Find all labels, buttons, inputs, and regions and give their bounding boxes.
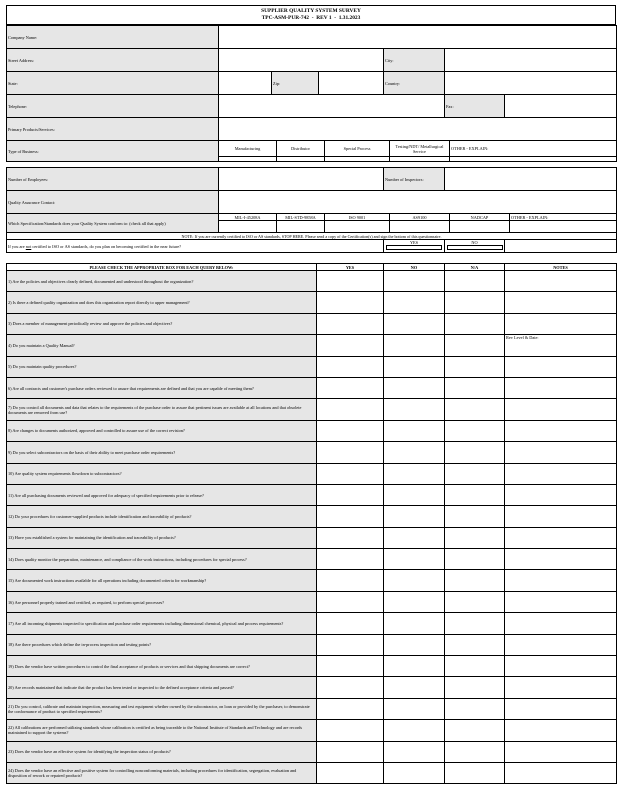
query-yes-cell[interactable] (317, 720, 384, 741)
query-yes-cell[interactable] (317, 741, 384, 762)
query-na-cell[interactable] (445, 591, 505, 612)
street-address-label: Street Address: (7, 49, 219, 72)
street-address-field[interactable] (219, 49, 384, 72)
query-row (7, 463, 617, 484)
query-notes-cell[interactable] (505, 762, 617, 783)
spec-option-iso: ISO 9001 (325, 214, 390, 221)
query-no-cell[interactable] (384, 634, 445, 655)
query-na-cell[interactable] (445, 570, 505, 591)
spec-checkbox[interactable] (325, 221, 390, 233)
query-notes-cell[interactable] (505, 271, 617, 292)
business-option-testing: Testing/NDT/ Metallurgical Service (390, 141, 450, 157)
certification-note-table (6, 232, 617, 253)
company-name-field[interactable] (219, 26, 617, 49)
query-row (7, 271, 617, 292)
query-notes-cell[interactable] (505, 313, 617, 334)
future-cert-yes[interactable] (384, 240, 445, 253)
future-cert-yes-checkbox[interactable] (386, 245, 442, 250)
spec-option-as9100: AS9100 (390, 214, 450, 221)
query-text: 6) Are all contracts and customer's purchase orders reviewed to assure that requirements are defined and that you are capable of meeting them? (7, 377, 317, 398)
qa-contact-field[interactable] (219, 191, 617, 214)
form-separator: - (334, 15, 337, 21)
query-notes-cell[interactable] (505, 720, 617, 741)
query-na-cell[interactable] (445, 377, 505, 398)
query-no-cell[interactable] (384, 656, 445, 677)
query-yes-cell[interactable] (317, 356, 384, 377)
query-notes-cell[interactable] (505, 677, 617, 698)
certification-note: NOTE: If you are currently certified to ISO or AS standards, STOP HERE. Please send a copy of the Certification(s) and sign the bottom of this questionnaire. (7, 233, 617, 240)
query-row (7, 442, 617, 463)
form-separator: - (311, 15, 314, 21)
query-na-cell[interactable] (445, 271, 505, 292)
query-text: 3) Does a member of management periodically review and approve the policies and objectives? (7, 313, 317, 334)
products-label: Primary Products/Services: (7, 118, 219, 141)
query-row (7, 292, 617, 313)
business-option-distributor: Distributor (277, 141, 325, 157)
query-row (7, 656, 617, 677)
query-row (7, 720, 617, 741)
query-row (7, 420, 617, 441)
query-text: 4) Do you maintain a Quality Manual? (7, 335, 317, 356)
employees-field[interactable] (219, 168, 384, 191)
spec-table (6, 213, 617, 233)
query-notes-cell[interactable] (505, 484, 617, 505)
query-yes-cell[interactable] (317, 613, 384, 634)
query-row (7, 741, 617, 762)
query-no-cell[interactable] (384, 399, 445, 420)
query-row (7, 634, 617, 655)
business-checkbox[interactable] (277, 157, 325, 162)
query-text: 19) Does the vendor have written procedures to control the final acceptance of products or services and that shipping documents are correct? (7, 656, 317, 677)
query-no-cell[interactable] (384, 741, 445, 762)
query-no-cell[interactable] (384, 442, 445, 463)
form-date: 1.31.2023 (338, 15, 361, 21)
spec-checkbox[interactable] (450, 221, 510, 233)
business-option-other: OTHER - EXPLAIN: (450, 141, 617, 157)
col-yes-header: YES (317, 264, 384, 271)
query-text: 12) Do your procedures for customer-supplied products include identification and traceability of products? (7, 506, 317, 527)
query-notes-cell[interactable] (505, 292, 617, 313)
query-na-cell[interactable] (445, 442, 505, 463)
query-yes-cell[interactable] (317, 506, 384, 527)
spec-option-other: OTHER - EXPLAIN: (510, 214, 617, 221)
query-na-cell[interactable] (445, 720, 505, 741)
col-no-header: NO (384, 264, 445, 271)
query-na-cell[interactable] (445, 292, 505, 313)
query-no-cell[interactable] (384, 677, 445, 698)
query-no-cell[interactable] (384, 506, 445, 527)
query-notes-cell[interactable] (505, 420, 617, 441)
qa-contact-label: Quality Assurance Contact: (7, 191, 219, 214)
query-row (7, 313, 617, 334)
query-no-cell[interactable] (384, 356, 445, 377)
query-text: 11) Are all purchasing documents reviewed and approved for adequacy of specified requirements prior to release? (7, 484, 317, 505)
query-row (7, 549, 617, 570)
query-text: 1) Are the policies and objectives clearly defined, documented and understood throughout the organization? (7, 271, 317, 292)
form-header (6, 5, 616, 25)
query-yes-cell[interactable] (317, 271, 384, 292)
query-notes-cell[interactable] (505, 613, 617, 634)
future-cert-question (7, 240, 384, 253)
query-row (7, 677, 617, 698)
query-na-cell[interactable] (445, 420, 505, 441)
query-yes-cell[interactable] (317, 591, 384, 612)
spec-checkbox[interactable] (510, 221, 617, 233)
inspectors-label: Number of Inspectors: (384, 168, 445, 191)
query-no-cell[interactable] (384, 762, 445, 783)
future-cert-no[interactable] (445, 240, 505, 253)
query-no-cell[interactable] (384, 292, 445, 313)
query-na-cell[interactable] (445, 549, 505, 570)
query-row (7, 506, 617, 527)
form-revision: REV 1 (316, 15, 332, 21)
instructions-heading: PLEASE CHECK THE APPROPRIATE BOX FOR EACH QUERY BELOW: (7, 264, 317, 271)
zip-label: Zip: (272, 72, 319, 95)
query-row (7, 613, 617, 634)
query-text: 8) Are changes to documents authorized, approved and controlled to assure use of the correct revision? (7, 420, 317, 441)
query-row (7, 527, 617, 548)
query-notes-cell[interactable] (505, 570, 617, 591)
future-cert-no-label: NO (471, 240, 478, 245)
query-text: 7) Do you control all documents and data that relates to the requirements of the purchase order to assure that pertinent issues are available at all locations and that obsolete documents are removed from use? (7, 399, 317, 420)
query-text: 24) Does the vendor have an effective and positive system for controlling nonconforming materials, including procedures for identification, segregation, evaluation and disposition of rework or repaired products? (7, 762, 317, 783)
query-na-cell[interactable] (445, 613, 505, 634)
query-yes-cell[interactable] (317, 698, 384, 719)
query-yes-cell[interactable] (317, 335, 384, 356)
query-text: 5) Do you maintain quality procedures? (7, 356, 317, 377)
query-text: 22) All calibrations are performed utilizing standards whose calibration is certified as being traceable to the National Institute of Standards and Technology and are records maintained to support the systems? (7, 720, 317, 741)
telephone-label: Telephone: (7, 95, 219, 118)
query-na-cell[interactable] (445, 762, 505, 783)
business-option-special-process: Special Process (325, 141, 390, 157)
future-cert-yes-label: YES (409, 240, 419, 245)
query-no-cell[interactable] (384, 463, 445, 484)
query-no-cell[interactable] (384, 484, 445, 505)
city-field[interactable] (445, 49, 617, 72)
spec-label: Which Specification/Standards does your Quality System conform to: (check all that apply) (7, 214, 219, 233)
products-field[interactable] (219, 118, 617, 141)
spec-checkbox[interactable] (219, 221, 277, 233)
future-cert-no-checkbox[interactable] (447, 245, 503, 250)
query-yes-cell[interactable] (317, 463, 384, 484)
query-text: 10) Are quality system requirements flowdown to subcontractors? (7, 463, 317, 484)
query-no-cell[interactable] (384, 271, 445, 292)
query-no-cell[interactable] (384, 377, 445, 398)
query-na-cell[interactable] (445, 698, 505, 719)
query-yes-cell[interactable] (317, 420, 384, 441)
company-info-table (6, 25, 617, 141)
query-no-cell[interactable] (384, 720, 445, 741)
query-na-cell[interactable] (445, 634, 505, 655)
query-notes-cell[interactable] (505, 442, 617, 463)
query-text: 23) Does the vendor have an effective system for identifying the inspection status of products? (7, 741, 317, 762)
fax-label: Fax: (445, 95, 505, 118)
query-yes-cell[interactable] (317, 677, 384, 698)
business-checkbox[interactable] (325, 157, 390, 162)
query-notes-cell[interactable] (505, 591, 617, 612)
query-text: 21) Do you control, calibrate and maintain inspection, measuring and test equipment whether owned by the subcontractor, on loan or provided by the purchaser, to demonstrate the conformance of product to specified requirements? (7, 698, 317, 719)
query-text: 13) Have you established a system for maintaining the identification and traceability of products? (7, 527, 317, 548)
future-cert-blank (505, 240, 617, 253)
query-na-cell[interactable] (445, 313, 505, 334)
query-row (7, 591, 617, 612)
zip-field[interactable] (319, 72, 384, 95)
query-no-cell[interactable] (384, 613, 445, 634)
spec-option-mil-i: MIL-I-45208A (219, 214, 277, 221)
form-doc-id: TPC-ASM-PUR-742 (261, 15, 309, 21)
query-text: 14) Does quality monitor the preparation, maintenance, and compliance of the work instructions, including procedures for special process? (7, 549, 317, 570)
state-field[interactable] (219, 72, 272, 95)
query-notes-cell[interactable] (505, 527, 617, 548)
query-yes-cell[interactable] (317, 313, 384, 334)
query-no-cell[interactable] (384, 335, 445, 356)
query-text: 9) Do you select subcontractors on the basis of their ability to meet purchase order requirements? (7, 442, 317, 463)
query-text: 15) Are documented work instructions available for all operations including documented criteria for workmanship? (7, 570, 317, 591)
query-na-cell[interactable] (445, 356, 505, 377)
query-row (7, 399, 617, 420)
spec-checkbox[interactable] (277, 221, 325, 233)
query-yes-cell[interactable] (317, 292, 384, 313)
query-yes-cell[interactable] (317, 570, 384, 591)
query-yes-cell[interactable] (317, 377, 384, 398)
spec-checkbox[interactable] (390, 221, 450, 233)
query-row (7, 570, 617, 591)
query-text: 20) Are records maintained that indicate that the product has been tested or inspected to the defined acceptance criteria and passed? (7, 677, 317, 698)
query-notes-cell[interactable] (505, 506, 617, 527)
query-no-cell[interactable] (384, 698, 445, 719)
country-field[interactable] (445, 72, 617, 95)
query-row (7, 484, 617, 505)
query-notes-cell[interactable] (505, 656, 617, 677)
state-label: State: (7, 72, 219, 95)
query-na-cell[interactable] (445, 677, 505, 698)
query-notes-cell[interactable] (505, 356, 617, 377)
query-na-cell[interactable] (445, 527, 505, 548)
employees-table (6, 167, 617, 214)
query-notes-cell[interactable] (505, 741, 617, 762)
query-row (7, 377, 617, 398)
spec-option-mil-std: MIL-STD-9858A (277, 214, 325, 221)
col-notes-header: NOTES (505, 264, 617, 271)
company-name-label: Company Name: (7, 26, 219, 49)
query-no-cell[interactable] (384, 527, 445, 548)
query-yes-cell[interactable] (317, 399, 384, 420)
business-checkbox[interactable] (450, 157, 617, 162)
country-label: Country: (384, 72, 445, 95)
future-cert-not: not (25, 243, 32, 249)
telephone-field[interactable] (219, 95, 445, 118)
inspectors-field[interactable] (445, 168, 617, 191)
query-notes-cell[interactable]: Rev Level & Date: (505, 335, 617, 356)
query-na-cell[interactable] (445, 656, 505, 677)
business-type-label: Type of Business: (7, 141, 219, 162)
query-notes-cell[interactable] (505, 634, 617, 655)
query-row (7, 335, 617, 356)
form-title: SUPPLIER QUALITY SYSTEM SURVEY (261, 8, 361, 14)
query-na-cell[interactable] (445, 506, 505, 527)
query-row (7, 356, 617, 377)
business-type-table (6, 140, 617, 162)
query-na-cell[interactable] (445, 741, 505, 762)
query-na-cell[interactable] (445, 335, 505, 356)
query-row (7, 762, 617, 783)
col-na-header: N/A (445, 264, 505, 271)
query-notes-cell[interactable] (505, 399, 617, 420)
query-yes-cell[interactable] (317, 762, 384, 783)
query-no-cell[interactable] (384, 591, 445, 612)
query-no-cell[interactable] (384, 570, 445, 591)
form-id-line (7, 15, 615, 22)
query-text: 16) Are personnel properly trained and certified, as required, to perform special processes? (7, 591, 317, 612)
query-yes-cell[interactable] (317, 549, 384, 570)
query-notes-cell[interactable] (505, 549, 617, 570)
query-text: 17) Are all incoming shipments inspected to specification and purchase order requirements including dimensional chemical, physical and process requirements? (7, 613, 317, 634)
queries-table (6, 263, 617, 784)
query-text: 18) Are there procedures which define the in-process inspection and testing points? (7, 634, 317, 655)
city-label: City: (384, 49, 445, 72)
business-checkbox[interactable] (219, 157, 277, 162)
query-row (7, 698, 617, 719)
future-cert-suffix: certified to ISO or AS standards, do you plan on becoming certified in the near future? (31, 243, 182, 249)
query-yes-cell[interactable] (317, 634, 384, 655)
future-cert-prefix: If you are (8, 243, 26, 249)
query-no-cell[interactable] (384, 549, 445, 570)
queries-body (7, 271, 617, 784)
business-checkbox[interactable] (390, 157, 450, 162)
query-no-cell[interactable] (384, 313, 445, 334)
query-yes-cell[interactable] (317, 442, 384, 463)
fax-field[interactable] (505, 95, 617, 118)
query-yes-cell[interactable] (317, 656, 384, 677)
query-notes-cell[interactable] (505, 377, 617, 398)
spec-option-nadcap: NADCAP (450, 214, 510, 221)
query-na-cell[interactable] (445, 399, 505, 420)
query-text: 2) Is there a defined quality organization and does this organization report directly to upper management? (7, 292, 317, 313)
query-notes-cell[interactable] (505, 463, 617, 484)
query-yes-cell[interactable] (317, 484, 384, 505)
query-notes-cell[interactable] (505, 698, 617, 719)
query-yes-cell[interactable] (317, 527, 384, 548)
query-no-cell[interactable] (384, 420, 445, 441)
query-na-cell[interactable] (445, 484, 505, 505)
query-na-cell[interactable] (445, 463, 505, 484)
business-option-manufacturing: Manufacturing (219, 141, 277, 157)
employees-label: Number of Employees: (7, 168, 219, 191)
